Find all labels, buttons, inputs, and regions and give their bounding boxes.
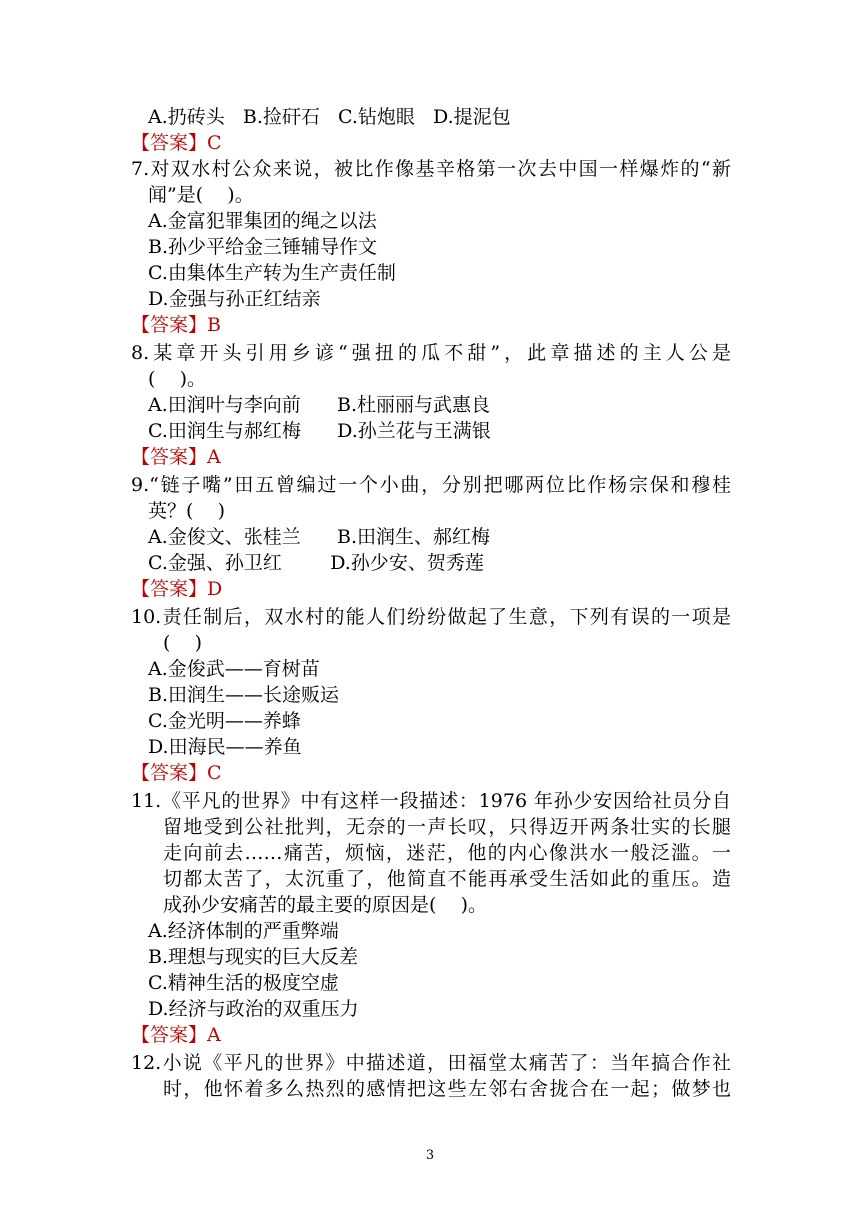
q7-answer: 【答案】B	[131, 314, 221, 336]
q11-stem-line-4: 切都太苦了，太沉重了，他简直不能再承受生活如此的重压。造	[163, 868, 731, 890]
q9-answer: 【答案】D	[131, 578, 223, 600]
q11-stem-line-3: 走向前去……痛苦，烦恼，迷茫，他的内心像洪水一般泛滥。一	[163, 842, 731, 864]
q11-stem-line-1: 11.《平凡的世界》中有这样一段描述：1976 年孙少安因给社员分自	[131, 790, 731, 812]
q10-stem-line-1: 10.责任制后，双水村的能人们纷纷做起了生意，下列有误的一项是	[131, 606, 731, 628]
q9-options-ab: A.金俊文、张桂兰 B.田润生、郝红梅	[148, 526, 491, 548]
q11-option-d: D.经济与政治的双重压力	[148, 998, 359, 1020]
q12-stem-line-2: 时，他怀着多么热烈的感情把这些左邻右舍拢合在一起；做梦也	[163, 1078, 731, 1100]
q7-stem-line-2: 闻”是( )。	[148, 184, 254, 206]
q10-option-d: D.田海民——养鱼	[148, 736, 302, 758]
q8-stem-line-2: ( )。	[148, 368, 206, 390]
q10-option-b: B.田润生——长途贩运	[148, 684, 340, 706]
q12-stem-line-1: 12.小说《平凡的世界》中描述道，田福堂太痛苦了：当年搞合作社	[131, 1052, 731, 1074]
q11-answer: 【答案】A	[131, 1024, 221, 1046]
q10-option-a: A.金俊武——育树苗	[148, 658, 320, 680]
q11-option-b: B.理想与现实的巨大反差	[148, 946, 359, 968]
q8-options-cd: C.田润生与郝红梅 D.孙兰花与王满银	[148, 420, 491, 442]
q11-option-a: A.经济体制的严重弊端	[148, 920, 339, 942]
q10-option-c: C.金光明——养蜂	[148, 710, 301, 732]
page-number: 3	[425, 1148, 435, 1163]
q11-stem-line-2: 留地受到公社批判，无奈的一声长叹，只得迈开两条壮实的长腿	[163, 816, 731, 838]
q7-option-a: A.金富犯罪集团的绳之以法	[148, 210, 377, 232]
q7-option-b: B.孙少平给金三锤辅导作文	[148, 236, 378, 258]
q10-answer: 【答案】C	[131, 762, 222, 784]
q11-option-c: C.精神生活的极度空虚	[148, 972, 339, 994]
q6-answer: 【答案】C	[131, 132, 222, 154]
q7-option-c: C.由集体生产转为生产责任制	[148, 262, 396, 284]
q9-stem-line-1: 9.“链子嘴”田五曾编过一个小曲，分别把哪两位比作杨宗保和穆桂	[131, 474, 731, 496]
q9-stem-line-2: 英？( )	[148, 500, 225, 522]
q9-options-cd: C.金强、孙卫红 D.孙少安、贺秀莲	[148, 552, 484, 574]
q7-stem-line-1: 7.对双水村公众来说，被比作像基辛格第一次去中国一样爆炸的“新	[131, 158, 731, 180]
q6-options: A.扔砖头 B.捡矸石 C.钻炮眼 D.提泥包	[148, 106, 511, 128]
q10-stem-line-2: ( )	[163, 632, 202, 654]
q8-stem-line-1: 8.某章开头引用乡谚“强扭的瓜不甜”，此章描述的主人公是	[131, 342, 731, 364]
q8-options-ab: A.田润叶与李向前 B.杜丽丽与武惠良	[148, 394, 491, 416]
q7-option-d: D.金强与孙正红结亲	[148, 288, 321, 310]
q8-answer: 【答案】A	[131, 446, 221, 468]
q11-stem-line-5: 成孙少安痛苦的最主要的原因是( )。	[163, 894, 487, 916]
